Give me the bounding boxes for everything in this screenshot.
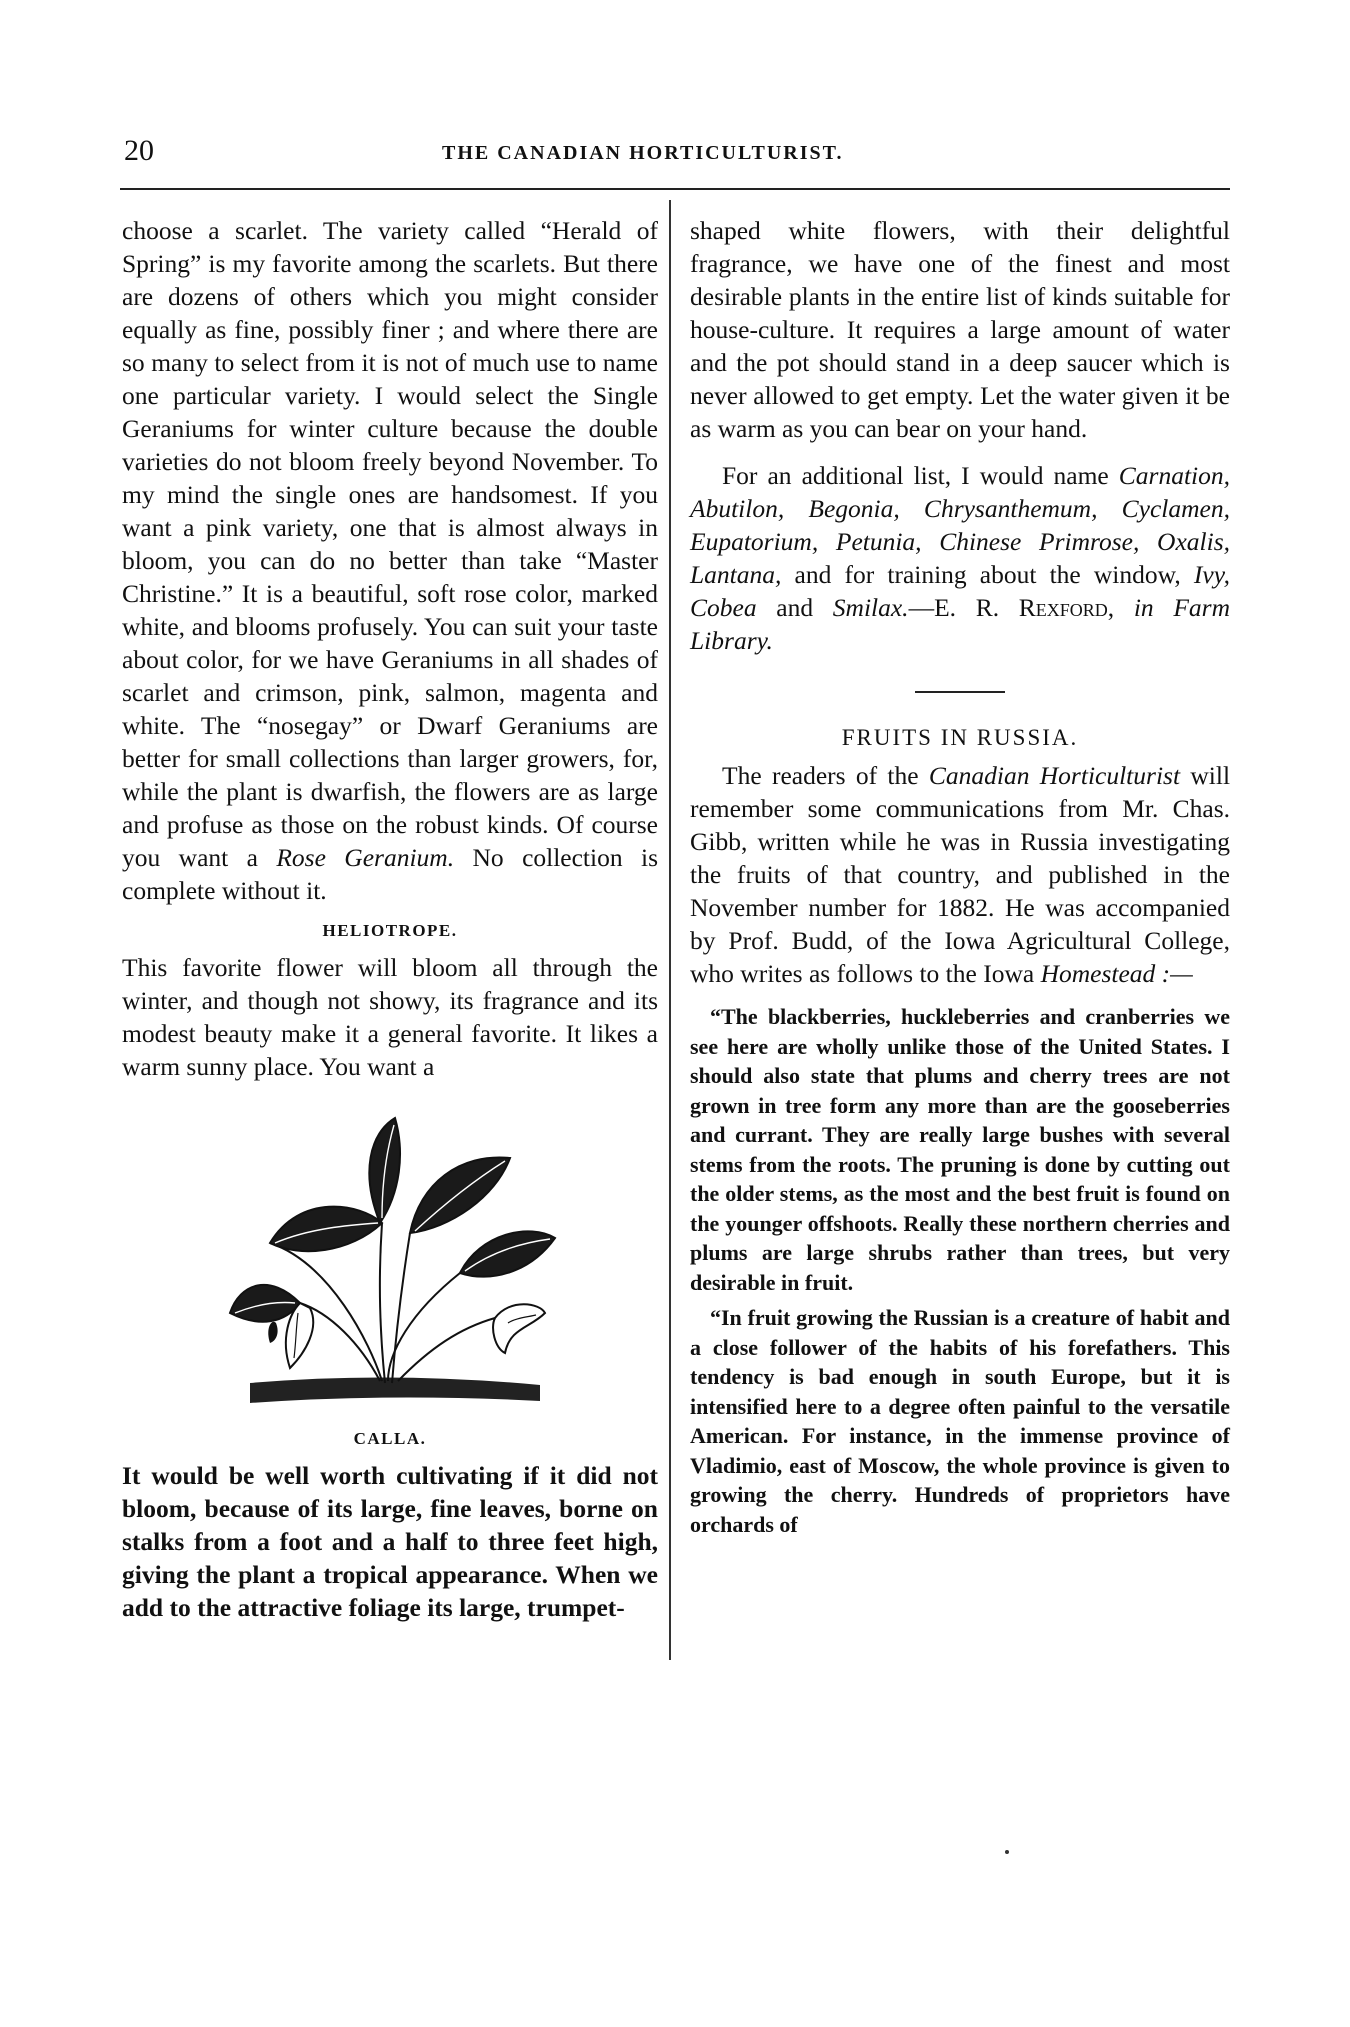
header-rule [120,188,1230,190]
fruits-intro-b: will remember some communications from Mr. Chas. Gibb, written while he was in Russia investigating the fruits of that country, and published in the November number for 1882. He was accompanied by Prof. Budd, of the Iowa Agricultural College, who writes as follows to the Iowa [690,761,1231,988]
section-rule [915,691,1005,693]
plant-list: Carnation, Abutilon, Begonia, Chrysanthemum, Cyclamen, Eupatorium, Petunia, Chinese Primrose, Oxalis, Lantana, [690,461,1231,589]
author-name: —E. R. Rexford, [908,593,1115,622]
calla-continued-paragraph: shaped white flowers, with their delightful fragrance, we have one of the finest and most desirable plants in the entire list of kinds suitable for house-culture. It requires a large amount of water and the pot should stand in a deep saucer which is never allowed to get empty. Let the water given it be as warm as you can bear on your hand. [690,216,1230,443]
stray-ink-mark [1005,1850,1009,1854]
additional-list-paragraph [690,459,1230,657]
heliotrope-paragraph: This favorite flower will bloom all through the winter, and though not showy, its fragrance and its modest beauty make it a general favorite. It likes a warm sunny place. You want a [122,953,658,1081]
heliotrope-heading: HELIOTROPE. [322,921,458,940]
leaf-left-low [230,1285,300,1322]
geranium-text: choose a scarlet. The variety called “Herald of Spring” is my favorite among the scarlets. But there are dozens of others which you might consider equally as fine, possibly finer ; and where there are so many to select from it is not of much use to name one particular variety. I would select the Single Geraniums for winter culture because the double varieties do not bloom freely beyond November. To my mind the single ones are handsomest. If you want a pink variety, one that is almost always in bloom, you can do no better than take “Master Christine.” It is a beautiful, soft rose color, marked white, and blooms profusely. You can suit your taste about color, for we have Geraniums in all shades of scarlet and crimson, pink, salmon, magenta and white. The “nosegay” or Dwarf Geraniums are better for small collections than larger growers, for, while the plant is dwarfish, the flowers are as large and profuse as those on the robust kinds. Of course you want a [122,216,658,872]
geranium-paragraph [122,214,658,907]
leaf-right-mid [460,1231,555,1276]
ground-hatching [250,1377,540,1403]
fruits-intro-paragraph [690,759,1230,990]
calla-lily-illustration [210,1113,570,1423]
fruits-intro-a: The readers of the [722,761,919,790]
calla-paragraph: It would be well worth cultivating if it did not bloom, because of its large, fine leaves, borne on stalks from a foot and a half to three feet high, giving the plant a tropical appearance. When we add to the attractive foliage its large, trumpet- [122,1461,658,1622]
source-name: in Farm Library. [690,593,1231,655]
plant-list-2: Ivy, Cobea [690,560,1231,622]
page-header [120,132,1230,172]
calla-bud [268,1322,277,1343]
journal-name: Canadian Horticulturist [928,761,1181,790]
column-divider [669,200,671,1660]
running-head: THE CANADIAN HORTICULTURIST. [442,142,844,164]
figure-caption: CALLA. [353,1429,427,1448]
homestead-name: Homestead :— [1040,959,1193,988]
right-column [690,214,1230,1539]
page-number: 20 [124,134,154,167]
quote-paragraph-2: “In fruit growing the Russian is a creature of habit and a close follower of the habits of his forefathers. This tendency is bad enough in south Europe, but it is intensified here to a degree often painful to the versatile American. For instance, in the immense province of Vladimio, east of Moscow, the whole province is given to growing the cherry. Hundreds of proprietors have orchards of [690,1305,1230,1537]
geranium-text-end: No collection is complete without it. [122,843,659,905]
list-intro: For an additional list, I would name [722,461,1109,490]
list-and: and [776,593,814,622]
calla-flower-right [493,1304,545,1353]
left-column [122,214,658,1624]
fruits-heading: FRUITS IN RUSSIA. [841,725,1079,750]
rose-geranium-italic: Rose Geranium. [276,843,455,872]
list-mid: and for training about the window, [794,560,1181,589]
plant-list-3: Smilax. [832,593,909,622]
quote-paragraph-1: “The blackberries, huckleberries and cranberries we see here are wholly unlike those of the United States. I should also state that plums and cherry trees are not grown in tree form any more than are the gooseberries and currant. They are really large bushes with several stems from the roots. The pruning is done by cutting out the older stems, as the most and the best fruit is found on the younger offshoots. Really these northern cherries and plums are large shrubs rather than trees, but very desirable in fruit. [690,1004,1230,1295]
